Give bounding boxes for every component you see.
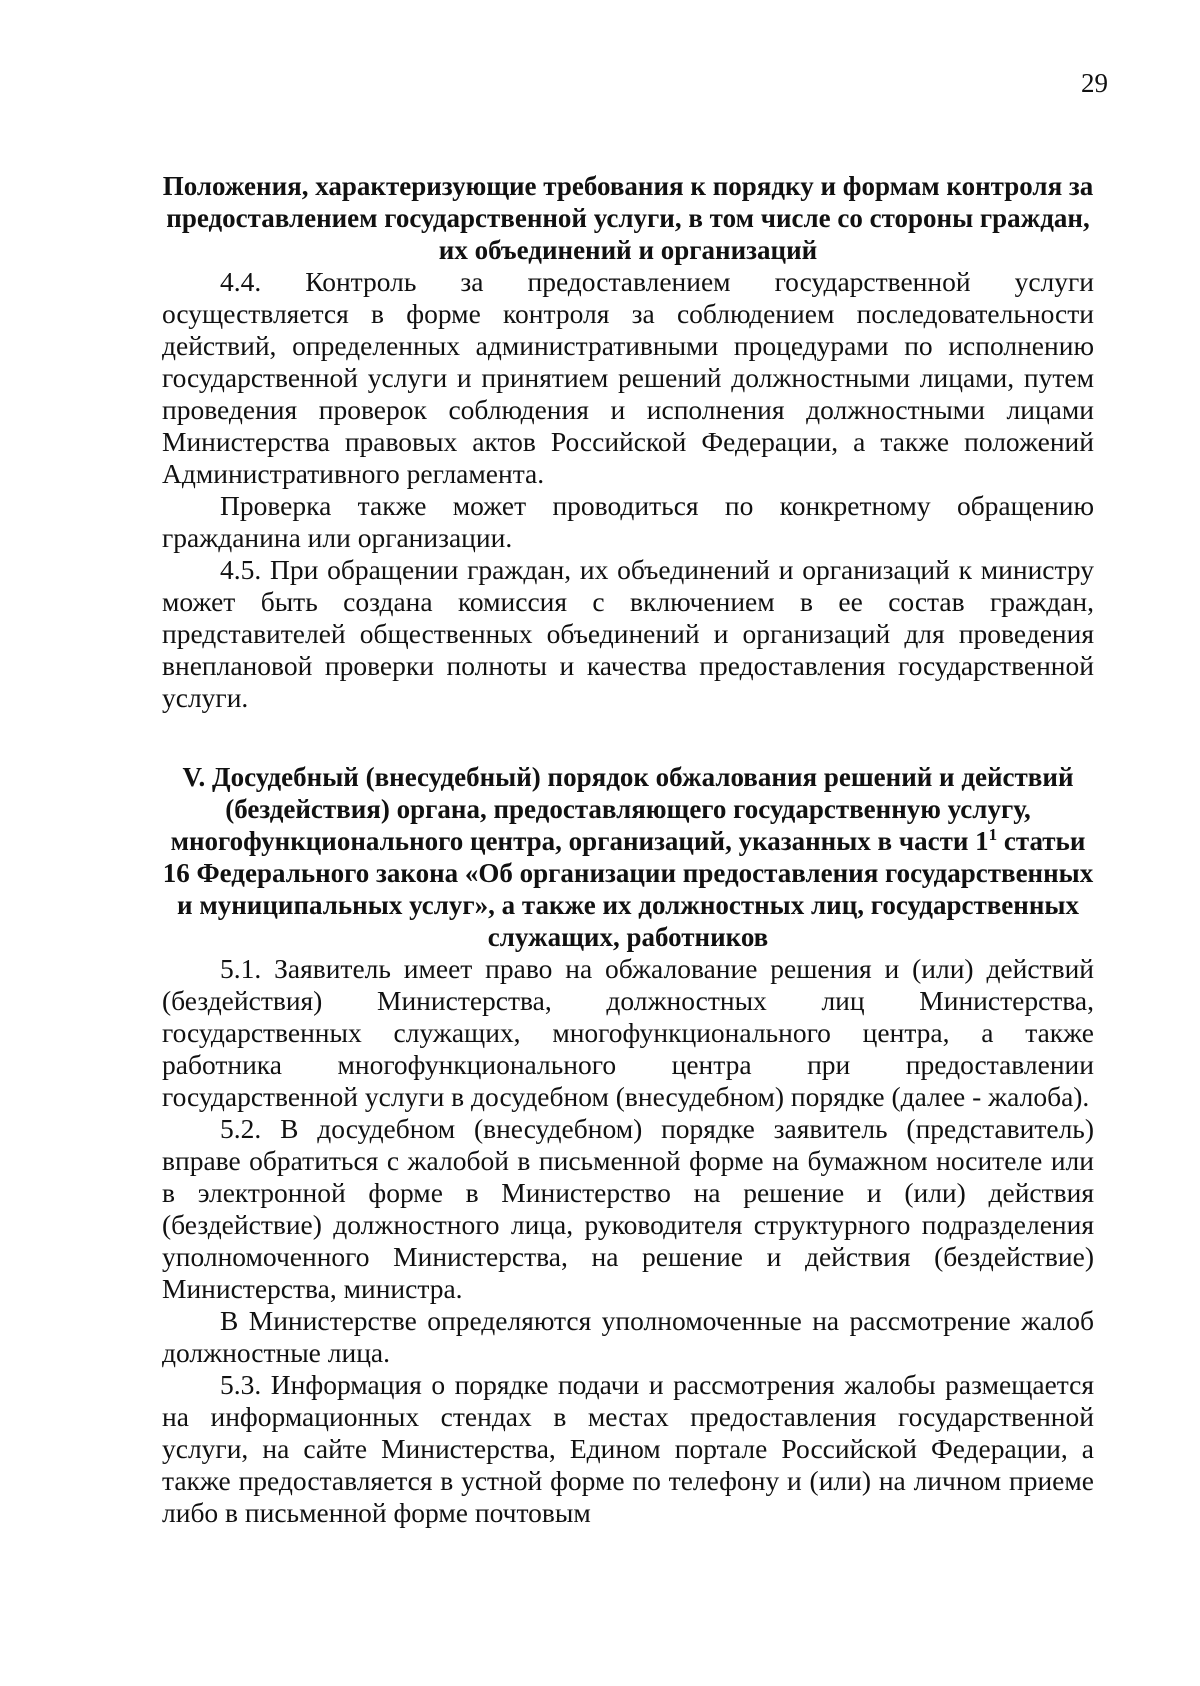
paragraph-4-4-check: Проверка также может проводиться по конкретному обращению гражданина или организации. [162, 490, 1094, 553]
paragraph-5-2-officials: В Министерстве определяются уполномоченные на рассмотрение жалоб должностные лица. [162, 1305, 1094, 1368]
paragraph-5-2: 5.2. В досудебном (внесудебном) порядке заявитель (представитель) вправе обратиться с жалобой в письменной форме на бумажном носителе или в электронной форме в Министерство на решение и (или) действия (бездействие) должностного лица, руководителя структурного подразделения уполномоченного Министерства, на решение и действия (бездействие) Министерства, министра. [162, 1113, 1094, 1304]
paragraph-5-1: 5.1. Заявитель имеет право на обжалование решения и (или) действий (бездействия) Министерства, должностных лиц Министерства, государственных служащих, многофункционального центра, а также работника многофункционального центра при предоставлении государственной услуги в досудебном (внесудебном) порядке (далее - жалоба). [162, 953, 1094, 1112]
paragraph-4-5: 4.5. При обращении граждан, их объединений и организаций к министру может быть создана комиссия с включением в ее состав граждан, представителей общественных объединений и организаций для проведения внеплановой проверки полноты и качества предоставления государственной услуги. [162, 554, 1094, 713]
section-5-heading [162, 761, 1094, 953]
paragraph-5-3: 5.3. Информация о порядке подачи и рассмотрения жалобы размещается на информационных стендах в местах предоставления государственной услуги, на сайте Министерства, Едином портале Российской Федерации, а также предоставляется в устной форме по телефону и (или) на личном приеме либо в письменной форме почтовым [162, 1369, 1094, 1528]
section-5-heading-part-1: V. Досудебный (внесудебный) порядок обжалования решений и действий (бездействия) органа, предоставляющего государственную услугу, многофункционального центра, организаций, указанных в части 1 [170, 762, 1074, 856]
section-5-heading-part-2: статьи 16 Федерального закона «Об организации предоставления государственных и муниципальных услуг», а также их должностных лиц, государственных служащих, работников [162, 826, 1094, 952]
section-4-heading: Положения, характеризующие требования к порядку и формам контроля за предоставлением государственной услуги, в том числе со стороны граждан, их объединений и организаций [162, 171, 1094, 265]
section-5-heading-superscript: 1 [988, 825, 998, 844]
page-content [162, 170, 1094, 1529]
paragraph-4-4: 4.4. Контроль за предоставлением государственной услуги осуществляется в форме контроля за соблюдением последовательности действий, определенных административными процедурами по исполнению государственной услуги и принятием решений должностными лицами, путем проведения проверок соблюдения и исполнения должностными лицами Министерства правовых актов Российской Федерации, а также положений Административного регламента. [162, 266, 1094, 489]
page-number: 29 [1081, 68, 1108, 98]
